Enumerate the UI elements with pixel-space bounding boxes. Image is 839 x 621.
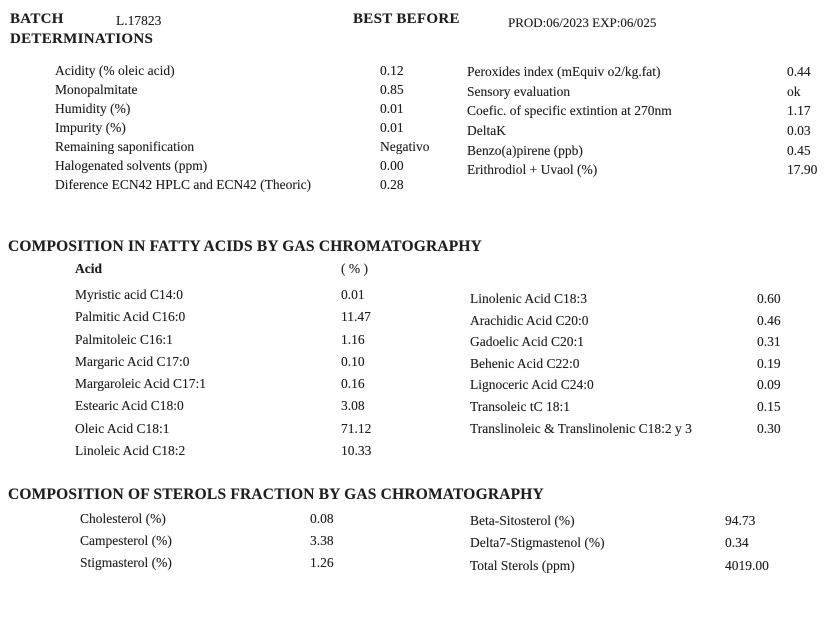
determination-value: 0.00 <box>380 158 404 173</box>
determination-label: Halogenated solvents (ppm) <box>55 158 208 173</box>
determination-row <box>467 101 835 121</box>
fatty-acid-value: 0.16 <box>341 376 365 392</box>
fatty-acid-label: Translinoleic & Translinolenic C18:2 y 3 <box>470 420 692 436</box>
fatty-acid-label: Myristic acid C14:0 <box>75 287 183 302</box>
determination-row <box>55 99 467 118</box>
determination-label: Impurity (%) <box>55 120 126 135</box>
fatty-acid-label: Arachidic Acid C20:0 <box>470 312 589 328</box>
determination-row <box>467 160 835 180</box>
sterol-row <box>80 552 410 574</box>
sterol-label: Beta-Sitosterol (%) <box>470 513 575 528</box>
determination-label: Peroxides index (mEquiv o2/kg.fat) <box>467 64 661 79</box>
fatty-acid-value: 71.12 <box>341 420 372 436</box>
fatty-acid-row <box>75 440 455 462</box>
determination-row <box>55 118 467 137</box>
fatty-acid-row <box>470 353 835 375</box>
determination-value: 0.44 <box>787 64 811 79</box>
fatty-acid-row <box>470 396 835 418</box>
fatty-acid-label: Behenic Acid C22:0 <box>470 355 580 371</box>
determination-label: Erithrodiol + Uvaol (%) <box>467 162 598 178</box>
determinations-left-column <box>55 61 467 194</box>
determination-row <box>467 82 835 102</box>
sterol-label: Stigmasterol (%) <box>80 555 172 570</box>
determination-row <box>467 62 835 82</box>
determination-value: 0.01 <box>380 120 404 135</box>
fatty-acid-row <box>75 395 455 417</box>
sterol-value: 3.38 <box>310 533 334 548</box>
sterols-left-column <box>80 508 410 574</box>
sterol-value: 4019.00 <box>725 557 769 573</box>
fatty-acid-value: 0.10 <box>341 353 365 369</box>
fatty-acid-value: 11.47 <box>341 309 371 325</box>
determination-row <box>467 141 835 161</box>
sterol-row <box>470 510 835 532</box>
fatty-acid-label: Estearic Acid C18:0 <box>75 398 184 414</box>
determination-value: 0.03 <box>787 123 811 139</box>
determination-row <box>55 175 467 194</box>
sterol-label: Campesterol (%) <box>80 533 172 548</box>
fatty-acid-value: 0.30 <box>757 420 781 436</box>
fatty-acid-value: 0.60 <box>757 291 781 306</box>
sterol-row <box>80 508 410 530</box>
batch-value: L.17823 <box>116 13 162 28</box>
fatty-acids-right-column <box>470 288 835 439</box>
determination-value: Negativo <box>380 139 430 154</box>
fatty-acid-value: 0.01 <box>341 287 365 302</box>
determinations-right-column <box>467 62 835 180</box>
fatty-acid-label: Lignoceric Acid C24:0 <box>470 377 594 393</box>
fatty-acid-value: 0.31 <box>757 334 781 350</box>
batch-label: BATCH <box>10 11 64 27</box>
fatty-acids-column-header-percent: ( % ) <box>341 261 368 276</box>
determination-value: ok <box>787 83 801 99</box>
sterols-right-column <box>470 510 835 577</box>
fatty-acid-label: Palmitic Acid C16:0 <box>75 309 186 325</box>
sterol-row <box>470 555 835 577</box>
sterol-value: 1.26 <box>310 555 334 570</box>
sterol-row <box>470 532 835 554</box>
determination-row <box>55 61 467 80</box>
determination-label: Sensory evaluation <box>467 83 571 99</box>
fatty-acid-label: Palmitoleic C16:1 <box>75 331 173 347</box>
sterol-row <box>80 530 410 552</box>
determination-value: 0.28 <box>380 177 404 192</box>
sterol-label: Total Sterols (ppm) <box>470 557 575 573</box>
determination-row <box>55 80 467 99</box>
determination-label: Benzo(a)pirene (ppb) <box>467 142 583 158</box>
fatty-acid-value: 1.16 <box>341 331 365 347</box>
fatty-acid-row <box>75 284 455 306</box>
determination-value: 0.12 <box>380 63 404 78</box>
fatty-acid-label: Gadoelic Acid C20:1 <box>470 334 584 350</box>
determination-value: 0.01 <box>380 101 404 116</box>
fatty-acid-value: 0.09 <box>757 377 781 393</box>
sterol-value: 0.34 <box>725 535 749 551</box>
fatty-acid-row <box>470 374 835 396</box>
determination-row <box>55 137 467 156</box>
fatty-acid-label: Oleic Acid C18:1 <box>75 420 170 436</box>
determination-label: DeltaK <box>467 123 506 139</box>
fatty-acid-row <box>470 288 835 310</box>
fatty-acid-row <box>470 310 835 332</box>
prod-exp-text: PROD:06/2023 EXP:06/025 <box>508 15 657 30</box>
determination-row <box>467 121 835 141</box>
determination-label: Diference ECN42 HPLC and ECN42 (Theoric) <box>55 177 312 192</box>
determination-value: 17.90 <box>787 162 818 178</box>
fatty-acid-label: Linolenic Acid C18:3 <box>470 291 587 306</box>
fatty-acid-label: Margaroleic Acid C17:1 <box>75 376 206 392</box>
fatty-acids-left-column <box>75 284 455 462</box>
fatty-acid-label: Margaric Acid C17:0 <box>75 353 190 369</box>
fatty-acid-label: Linoleic Acid C18:2 <box>75 443 186 459</box>
fatty-acid-value: 3.08 <box>341 398 365 414</box>
sterol-value: 0.08 <box>310 511 334 526</box>
sterol-value: 94.73 <box>725 513 756 528</box>
determination-label: Remaining saponification <box>55 139 195 154</box>
fatty-acid-row <box>75 306 455 328</box>
determination-label: Coefic. of specific extintion at 270nm <box>467 103 672 119</box>
fatty-acid-row <box>470 331 835 353</box>
fatty-acid-value: 10.33 <box>341 443 372 459</box>
fatty-acid-label: Transoleic tC 18:1 <box>470 398 571 414</box>
fatty-acid-row <box>75 329 455 351</box>
determinations-title: DETERMINATIONS <box>10 31 154 47</box>
fatty-acid-row <box>75 373 455 395</box>
fatty-acid-row <box>470 418 835 440</box>
fatty-acid-row <box>75 351 455 373</box>
sterol-label: Delta7-Stigmastenol (%) <box>470 535 605 551</box>
fatty-acid-value: 0.19 <box>757 355 781 371</box>
fatty-acid-row <box>75 418 455 440</box>
sterols-section-title: COMPOSITION OF STEROLS FRACTION BY GAS CHROMATOGRAPHY <box>8 486 544 503</box>
determination-row <box>55 156 467 175</box>
fatty-acid-value: 0.46 <box>757 312 781 328</box>
fatty-acid-value: 0.15 <box>757 398 781 414</box>
determination-label: Humidity (%) <box>55 101 131 116</box>
fatty-acids-column-header-acid: Acid <box>75 261 102 276</box>
determination-value: 1.17 <box>787 103 811 119</box>
determination-value: 0.85 <box>380 82 404 97</box>
best-before-label: BEST BEFORE <box>353 11 460 27</box>
fatty-acids-section-title: COMPOSITION IN FATTY ACIDS BY GAS CHROMATOGRAPHY <box>8 238 483 255</box>
determination-label: Monopalmitate <box>55 82 138 97</box>
determination-label: Acidity (% oleic acid) <box>55 63 175 78</box>
determination-value: 0.45 <box>787 142 811 158</box>
sterol-label: Cholesterol (%) <box>80 511 166 526</box>
